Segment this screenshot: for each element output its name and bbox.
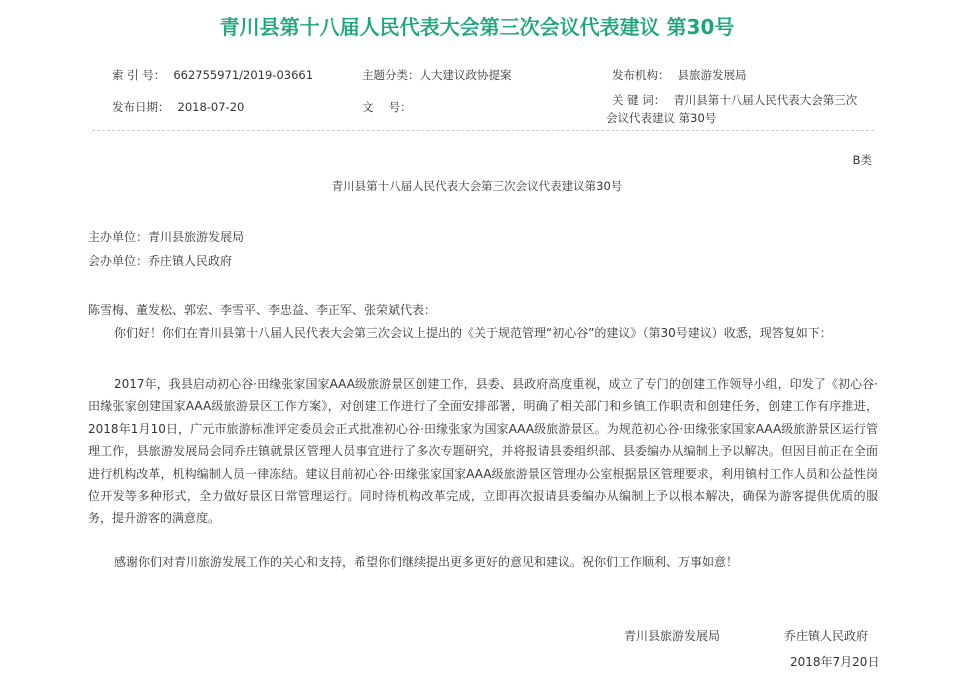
page-title: 青川县第十八届人民代表大会第三次会议代表建议 第30号 bbox=[219, 15, 735, 39]
index-value: 662755971/2019-03661 bbox=[173, 68, 314, 82]
meta-date bbox=[112, 98, 244, 116]
paragraph-body: 2017年，我县启动初心谷·田缘张家国家AAA级旅游景区创建工作，县委、县政府高度重视，成立了专门的创建工作领导小组，印发了《初心谷·田缘张家创建国家AAA级旅游景区工作方案》，对创建工作进行了全面安排部署，明确了相关部门和乡镇工作职责和创建任务，创建工作有序推进，2018年1月10日，广元市旅游标准评定委员会正式批准初心谷·田缘张家为国家AAA级旅游景区。为规范初心谷·田缘张家国家AAA级旅游景区运行管理工作，县旅游发展局会同乔庄镇就景区管理人员事宜进行了多次专题研究，并将报请县委组织部、县委编办从编制上予以解决。但因目前正在全面进行机构改革，机构编制人员一律冻结。建议目前初心谷·田缘张家国家AAA级旅游景区管理办公室根据景区管理要求，利用镇村工作人员和公益性岗位开发等多种形式，全力做好景区日常管理运行。同时待机构改革完成，立即再次报请县委编办从编制上予以根本解决，确保为游客提供优质的服务，提升游客的满意度。 bbox=[88, 377, 878, 526]
sign-date: 2018年7月20日 bbox=[790, 655, 880, 669]
meta-topic bbox=[362, 66, 512, 84]
publisher-label: 发布机构： bbox=[612, 68, 670, 82]
paragraph-greeting: 你们好！你们在青川县第十八届人民代表大会第三次会议上提出的《关于规范管理“初心谷”的建议》（第30号建议）收悉，现答复如下： bbox=[114, 326, 832, 340]
host-unit: 主办单位：青川县旅游发展局 bbox=[88, 230, 245, 244]
divider bbox=[92, 130, 874, 131]
topic-value: 人大建议政协提案 bbox=[419, 68, 512, 82]
meta-docno bbox=[362, 98, 420, 116]
meta-keywords bbox=[606, 91, 866, 127]
keywords-value: 青川县第十八届人民代表大会第三次会议代表建议 第30号 bbox=[606, 93, 858, 125]
signer-tourism-bureau: 青川县旅游发展局 bbox=[624, 629, 721, 643]
co-unit: 会办单位：乔庄镇人民政府 bbox=[88, 254, 233, 268]
date-label: 发布日期： bbox=[112, 100, 170, 114]
index-label: 索 引 号： bbox=[112, 68, 166, 82]
meta-index bbox=[112, 66, 313, 84]
publisher-value: 县旅游发展局 bbox=[677, 68, 747, 82]
date-value: 2018-07-20 bbox=[177, 100, 245, 114]
paragraph-thanks: 感谢你们对青川旅游发展工作的关心和支持，希望你们继续提出更多更好的意见和建议。祝你们工作顺利、万事如意！ bbox=[114, 555, 739, 569]
document-title: 青川县第十八届人民代表大会第三次会议代表建议第30号 bbox=[331, 179, 623, 193]
keywords-label: 关 键 词： bbox=[612, 93, 666, 107]
salutation: 陈雪梅、董发松、郭宏、李雪平、李忠益、李正军、张荣斌代表： bbox=[88, 303, 437, 317]
topic-label: 主题分类： bbox=[362, 68, 420, 82]
signer-town-government: 乔庄镇人民政府 bbox=[784, 629, 869, 643]
meta-publisher bbox=[612, 66, 747, 84]
category-label: B类 bbox=[852, 153, 872, 167]
docno-label: 文 号： bbox=[362, 100, 412, 114]
